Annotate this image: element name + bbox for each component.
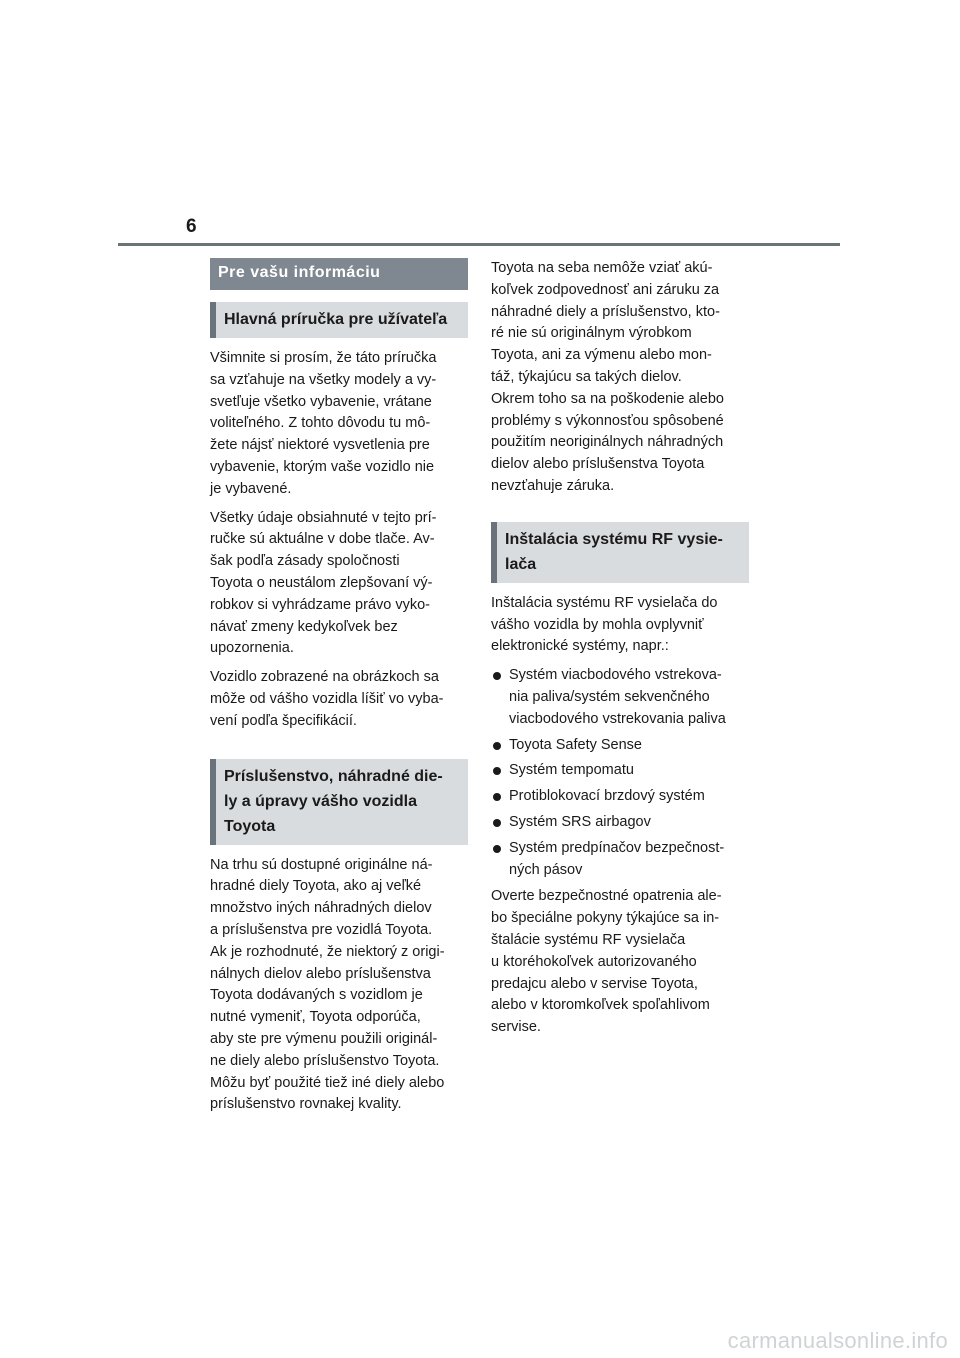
subheading-accessories: Príslušenstvo, náhradné die- ly a úpravy vášho vozidla Toyota — [210, 759, 468, 845]
paragraph: Všimnite si prosím, že táto príručka sa vzťahuje na všetky modely a vy- svetľuje všetko vybavenie, vrátane voliteľného. Z tohto dôvodu tu mô- žete nájsť niektoré vysvetlenia pre vybavenie, ktorým vaše vozidlo nie je vybavené. — [210, 350, 437, 497]
paragraph: Všetky údaje obsiahnuté v tejto prí- ručke sú aktuálne v dobe tlače. Av- šak podľa zásady spoločnosti Toyota o neustálom zlepšovaní vý- robkov si vyhrádzame právo vyko- návať zmeny kedykoľvek bez upozornenia. — [210, 509, 437, 657]
list-item — [491, 786, 749, 808]
list-item — [491, 735, 749, 757]
bullet-icon — [493, 845, 501, 853]
left-column — [210, 258, 468, 1123]
list-item — [491, 812, 749, 834]
list-item-text: Systém SRS airbagov — [509, 813, 651, 830]
list-item-text: Systém viacbodového vstrekova- nia paliva/systém sekvenčného viacbodového vstrekovania paliva — [509, 667, 726, 727]
bullet-icon — [493, 819, 501, 827]
paragraph: Inštalácia systému RF vysielača do vášho vozidla by mohla ovplyvniť elektronické systémy, napr.: — [491, 594, 718, 655]
watermark: carmanualsonline.info — [727, 1328, 948, 1353]
subheading-rf-installation: Inštalácia systému RF vysie- lača — [491, 522, 749, 583]
list-item-text: Toyota Safety Sense — [509, 736, 642, 753]
list-item — [491, 838, 749, 882]
right-column — [491, 258, 749, 1046]
section-title: Pre vašu informáciu — [210, 258, 468, 290]
paragraph: Na trhu sú dostupné originálne ná- hradné diely Toyota, ako aj veľké množstvo iných náhradných dielov a príslušenstva pre vozidlá Toyota. Ak je rozhodnuté, že niektorý z origi- nálnych dielov alebo príslušenstva Toyota dodávaných s vozidlom je nutné vymeniť, Toyota odporúča, aby ste pre výmenu použili originál- ne diely alebo príslušenstvo Toyota. Môžu byť použité tiež iné diely alebo príslušenstvo rovnakej kvality. — [210, 856, 445, 1113]
page-number: 6 — [186, 216, 197, 237]
bullet-icon — [493, 742, 501, 750]
list-item-text: Systém predpínačov bezpečnost- ných pásov — [509, 839, 725, 878]
list-item — [491, 760, 749, 782]
list-item-text: Systém tempomatu — [509, 762, 634, 779]
list-item-text: Protiblokovací brzdový systém — [509, 788, 705, 805]
paragraph: Overte bezpečnostné opatrenia ale- bo špeciálne pokyny týkajúce sa in- štalácie systému RF vysielača u ktoréhokoľvek autorizovaného predajcu alebo v servise Toyota, alebo v ktoromkoľvek spoľahlivom servise. — [491, 888, 722, 1036]
header-rule — [118, 243, 840, 246]
subheading-main-manual: Hlavná príručka pre užívateľa — [210, 302, 468, 338]
paragraph: Toyota na seba nemôže vziať akú- koľvek zodpovednosť ani záruku za náhradné diely a príslušenstvo, kto- ré nie sú originálnym výrobkom Toyota, ani za výmenu alebo mon- táž, týkajúcu sa takých dielov. Okrem toho sa na poškodenie alebo problémy s výkonnosťou spôsobené použitím neoriginálnych náhradných dielov alebo príslušenstva Toyota nevzťahuje záruka. — [491, 260, 724, 494]
systems-list — [491, 665, 749, 881]
list-item — [491, 665, 749, 730]
bullet-icon — [493, 672, 501, 680]
bullet-icon — [493, 793, 501, 801]
bullet-icon — [493, 767, 501, 775]
paragraph: Vozidlo zobrazené na obrázkoch sa môže od vášho vozidla líšiť vo vyba- vení podľa špecifikácií. — [210, 669, 444, 729]
